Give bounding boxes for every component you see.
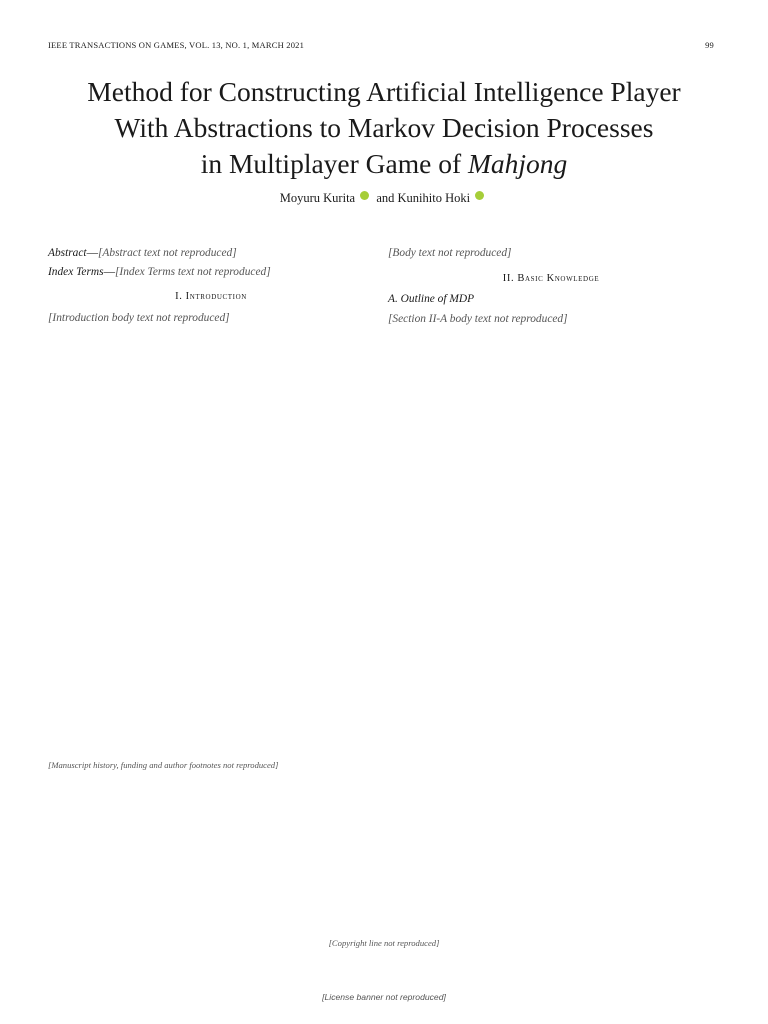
abstract-placeholder: [Abstract text not reproduced] bbox=[98, 247, 237, 259]
abstract-label: Abstract bbox=[48, 247, 87, 259]
introduction-placeholder: [Introduction body text not reproduced] bbox=[48, 312, 230, 325]
license-banner: [License banner not reproduced] bbox=[322, 992, 446, 1002]
section-2a-placeholder: [Section II-A body text not reproduced] bbox=[388, 313, 568, 326]
journal-name: IEEE TRANSACTIONS ON GAMES, VOL. 13, NO. 1, MARCH 2021 bbox=[48, 40, 305, 50]
subsection-heading-outline-of-mdp: A. Outline of MDP bbox=[388, 293, 475, 306]
title-line-3-italic: Mahjong bbox=[467, 148, 568, 179]
copyright-notice bbox=[0, 938, 768, 949]
footnotes-placeholder: [Manuscript history, funding and author footnotes not reproduced] bbox=[48, 760, 279, 770]
abstract: Abstract—[Abstract text not reproduced] bbox=[48, 247, 237, 259]
index-terms-label: Index Terms bbox=[48, 265, 104, 278]
author-1: Moyuru Kurita bbox=[279, 191, 356, 205]
orcid-icon[interactable] bbox=[475, 191, 484, 200]
running-head bbox=[48, 40, 714, 50]
index-terms: Index Terms—[Index Terms text not reproduced] bbox=[48, 265, 271, 278]
orcid-icon[interactable] bbox=[360, 191, 369, 200]
footnotes bbox=[48, 760, 374, 770]
title-line-1: Method for Constructing Artificial Intelligence Player bbox=[87, 76, 681, 107]
author-joiner: and bbox=[376, 191, 395, 205]
index-terms-placeholder: [Index Terms text not reproduced] bbox=[114, 265, 271, 278]
paper-title bbox=[30, 74, 738, 182]
section-heading-introduction: I. Introduction bbox=[175, 291, 247, 303]
section-heading-basic-knowledge: II. Basic Knowledge bbox=[502, 272, 600, 284]
left-column bbox=[48, 247, 374, 331]
page-number: 99 bbox=[705, 40, 714, 50]
copyright-placeholder: [Copyright line not reproduced] bbox=[328, 938, 440, 948]
title-block bbox=[30, 74, 738, 206]
title-line-2: With Abstractions to Markov Decision Processes bbox=[114, 112, 654, 143]
title-line-3: in Multiplayer Game of bbox=[200, 148, 468, 179]
right-column bbox=[388, 247, 714, 332]
right-body-placeholder: [Body text not reproduced] bbox=[388, 247, 512, 259]
author-2: Kunihito Hoki bbox=[397, 191, 471, 205]
author-list bbox=[30, 191, 738, 206]
